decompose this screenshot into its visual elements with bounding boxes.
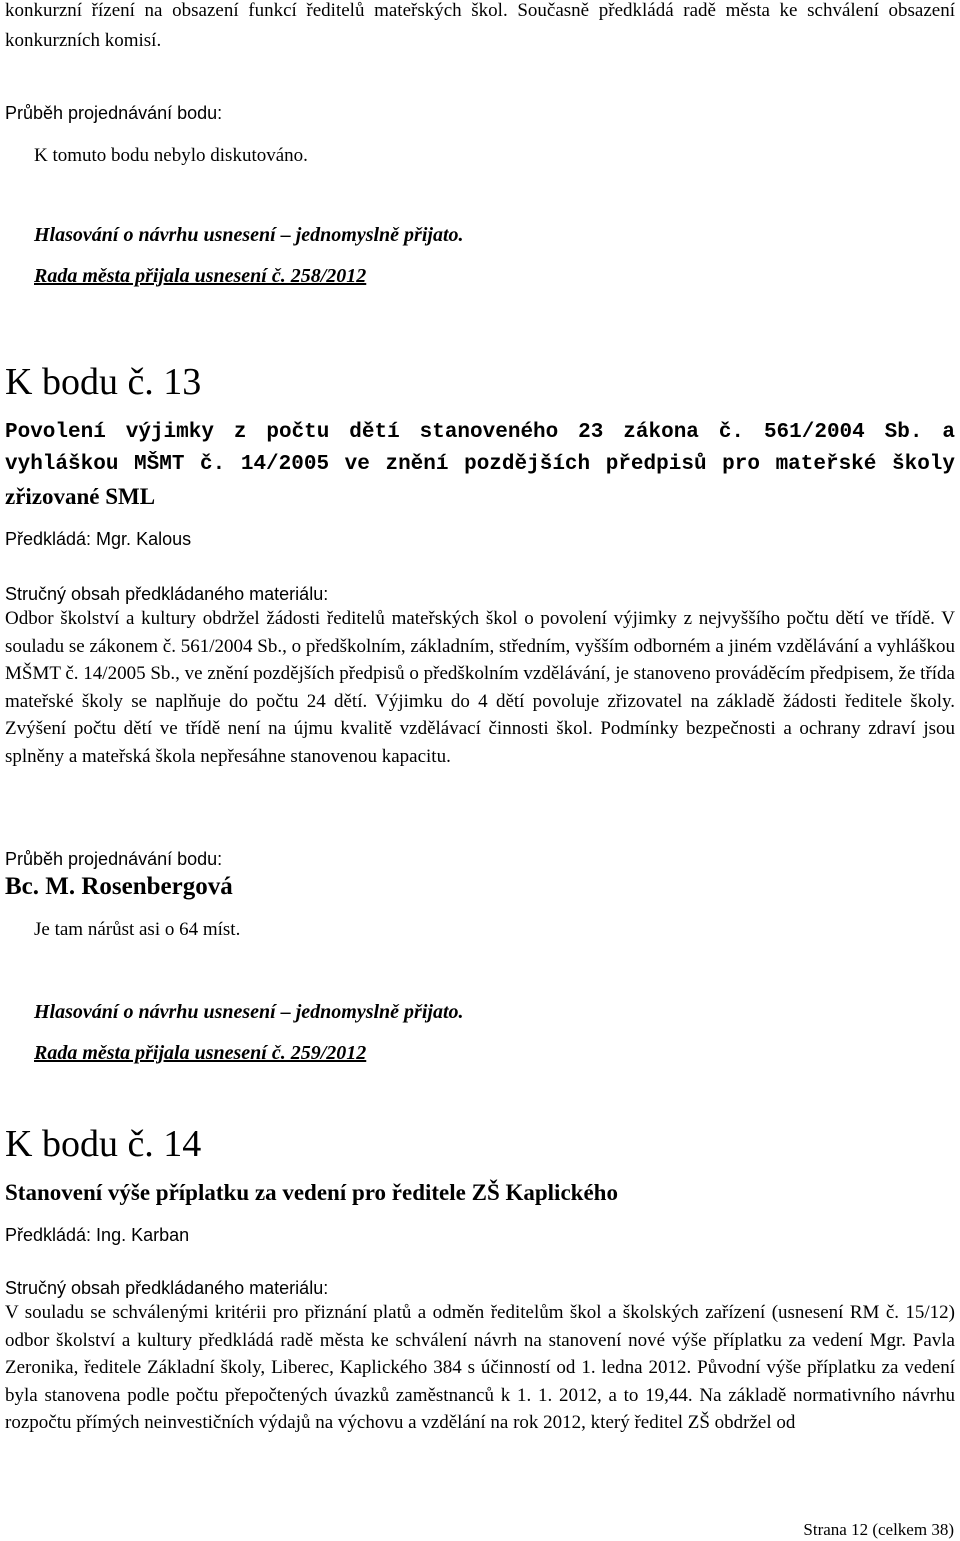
discussion-label-2: Průběh projednávání bodu: bbox=[5, 849, 223, 869]
item14-presenter: Předkládá: Ing. Karban bbox=[5, 1225, 190, 1245]
item13-summary-text: Odbor školství a kultury obdržel žádosti ředitelů mateřských škol o povolení výjimky z nejvyššího počtu dětí ve třídě. V souladu se zákonem č. 561/2004 Sb., o předškolním, základním, středním, vyšším odborném a jiném vzdělávání a vyhláškou MŠMT č. 14/2005 Sb., ve znění pozdějších předpisů o předškolním vzdělávání, je stanoveno prováděcím předpisem, že třída mateřské školy se naplňuje do počtu 24 dětí. Výjimku do 4 dětí povoluje zřizovatel na základě žádosti ředitele školy. Zvýšení počtu dětí ve třídě není na újmu kvalitě vzdělávací činnosti škol. Podmínky bezpečnosti a ochrany zdraví jsou splněny a mateřská škola nepřesáhne stanovenou kapacitu. bbox=[5, 608, 955, 767]
speaker-text: Je tam nárůst asi o 64 míst. bbox=[34, 919, 241, 940]
resolution-line-2: Rada města přijala usnesení č. 259/2012 bbox=[34, 1042, 367, 1064]
vote-line-1: Hlasování o návrhu usnesení – jednomyslně přijato. bbox=[34, 224, 464, 246]
item13-summary-label: Stručný obsah předkládaného materiálu: bbox=[5, 584, 329, 604]
discussion-text-1: K tomuto bodu nebylo diskutováno. bbox=[34, 145, 308, 166]
item13-subtitle-line1: Povolení výjimky z počtu dětí stanoveného 23 zákona č. 561/2004 Sb. a bbox=[5, 421, 955, 444]
speaker-name: Bc. M. Rosenbergová bbox=[5, 873, 233, 900]
item14-title: K bodu č. 14 bbox=[5, 1123, 202, 1165]
resolution-line-1: Rada města přijala usnesení č. 258/2012 bbox=[34, 265, 367, 287]
item14-summary-label: Stručný obsah předkládaného materiálu: bbox=[5, 1278, 329, 1298]
item13-subtitle-line3: zřizované SML bbox=[5, 484, 156, 509]
item13-presenter: Předkládá: Mgr. Kalous bbox=[5, 529, 192, 549]
page-footer: Strana 12 (celkem 38) bbox=[803, 1520, 954, 1539]
item13-subtitle-line2: vyhláškou MŠMT č. 14/2005 ve znění pozdějších předpisů pro mateřské školy bbox=[5, 453, 955, 476]
item14-subtitle: Stanovení výše příplatku za vedení pro ředitele ZŠ Kaplického bbox=[5, 1180, 618, 1205]
top-paragraph: konkurzní řízení na obsazení funkcí ředitelů mateřských škol. Současně předkládá radě města ke schválení obsazení konkurzních komisí. bbox=[5, 0, 955, 51]
item14-summary-text: V souladu se schválenými kritérii pro přiznání platů a odměn ředitelům škol a školských zařízení (usnesení RM č. 15/12) odbor školství a kultury předkládá radě města ke schválení návrh na stanovení nové výše příplatku za vedení Mgr. Pavla Zeronika, ředitele Základní školy, Liberec, Kaplického 384 s účinností od 1. ledna 2012. Původní výše příplatku za vedení byla stanovena podle počtu přepočtených úvazků zaměstnanců k 1. 1. 2012, a to 19,44. Na základě normativního návrhu rozpočtu přímých neinvestičních výdajů na výchovu a vzdělání na rok 2012, který ředitel ZŠ obdržel od bbox=[5, 1302, 955, 1434]
vote-line-2: Hlasování o návrhu usnesení – jednomyslně přijato. bbox=[34, 1001, 464, 1023]
discussion-label-1: Průběh projednávání bodu: bbox=[5, 103, 223, 123]
item13-title: K bodu č. 13 bbox=[5, 361, 202, 403]
